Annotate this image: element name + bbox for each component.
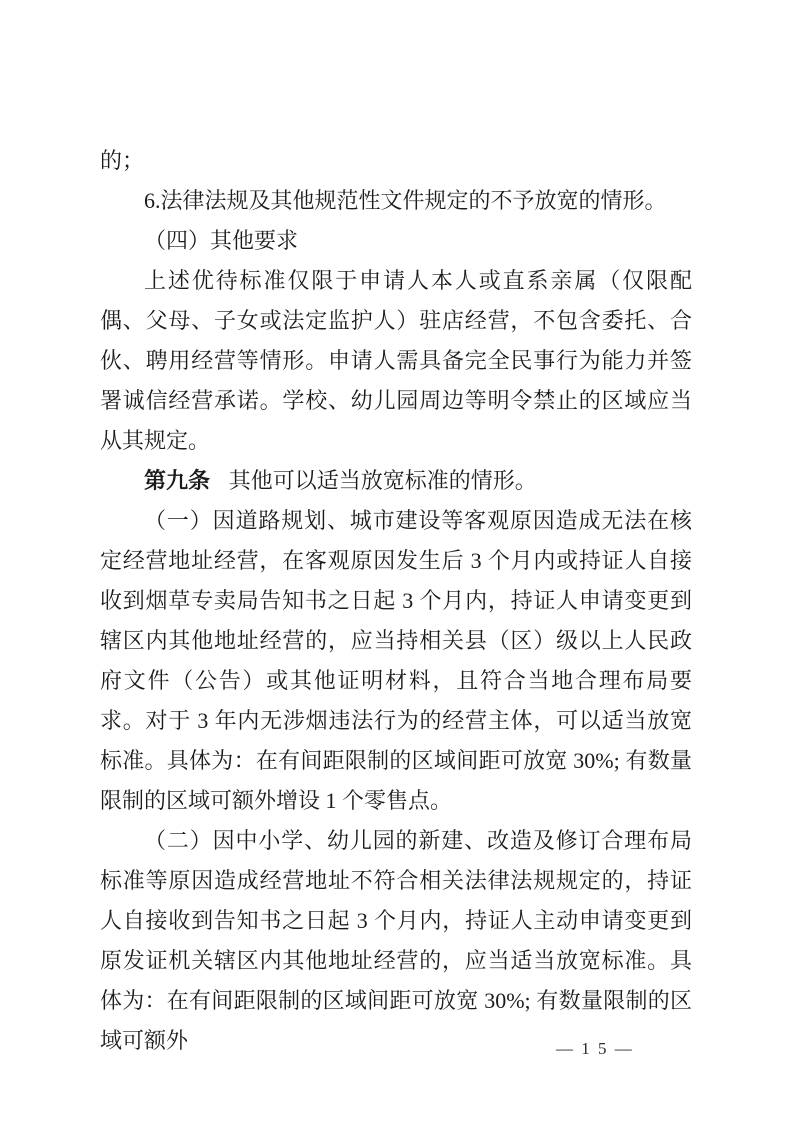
article-9-heading [100, 461, 692, 501]
paragraph-text: （二）因中小学、幼儿园的新建、改造及修订合理布局标准等原因造成经营地址不符合相关法律法规规定的，持证人自接收到告知书之日起 3 个月内，持证人主动申请变更到原发证机关辖区内其他地址经营的，应当适当放宽标准。具体为：在有间距限制的区域间距可放宽 30%; 有数量限制的区域可额外 [100, 828, 692, 1053]
article-9-item-1 [100, 501, 692, 821]
continuation-line [100, 141, 692, 181]
section-heading-4 [100, 221, 692, 261]
paragraph-text: 上述优待标准仅限于申请人本人或直系亲属（仅限配偶、父母、子女或法定监护人）驻店经营，不包含委托、合伙、聘用经营等情形。申请人需具备完全民事行为能力并签署诚信经营承诺。学校、幼儿园周边等明令禁止的区域应当从其规定。 [100, 268, 692, 453]
page-number: — 1 5 — [556, 1039, 634, 1058]
list-item-6 [100, 181, 692, 221]
paragraph-text: （四）其他要求 [144, 228, 299, 253]
article-number-label: 第九条 [144, 468, 211, 493]
paragraph-text: 6.法律法规及其他规范性文件规定的不予放宽的情形。 [144, 188, 667, 213]
paragraph-text: 其他可以适当放宽标准的情形。 [228, 468, 537, 493]
article-9-item-2 [100, 821, 692, 1061]
paragraph-text: （一）因道路规划、城市建设等客观原因造成无法在核定经营地址经营，在客观原因发生后 3 个月内或持证人自接收到烟草专卖局告知书之日起 3 个月内，持证人申请变更到辖区内其他地址经营的，应当持相关县（区）级以上人民政府文件（公告）或其他证明材料，且符合当地合理布局要求。对于 3 年内无涉烟违法行为的经营主体，可以适当放宽标准。具体为：在有间距限制的区域间距可放宽 30%; 有数量限制的区域可额外增设 1 个零售点。 [100, 508, 692, 813]
paragraph-text: 的； [100, 148, 145, 173]
para-other-requirements [100, 261, 692, 461]
document-body [100, 141, 692, 1061]
